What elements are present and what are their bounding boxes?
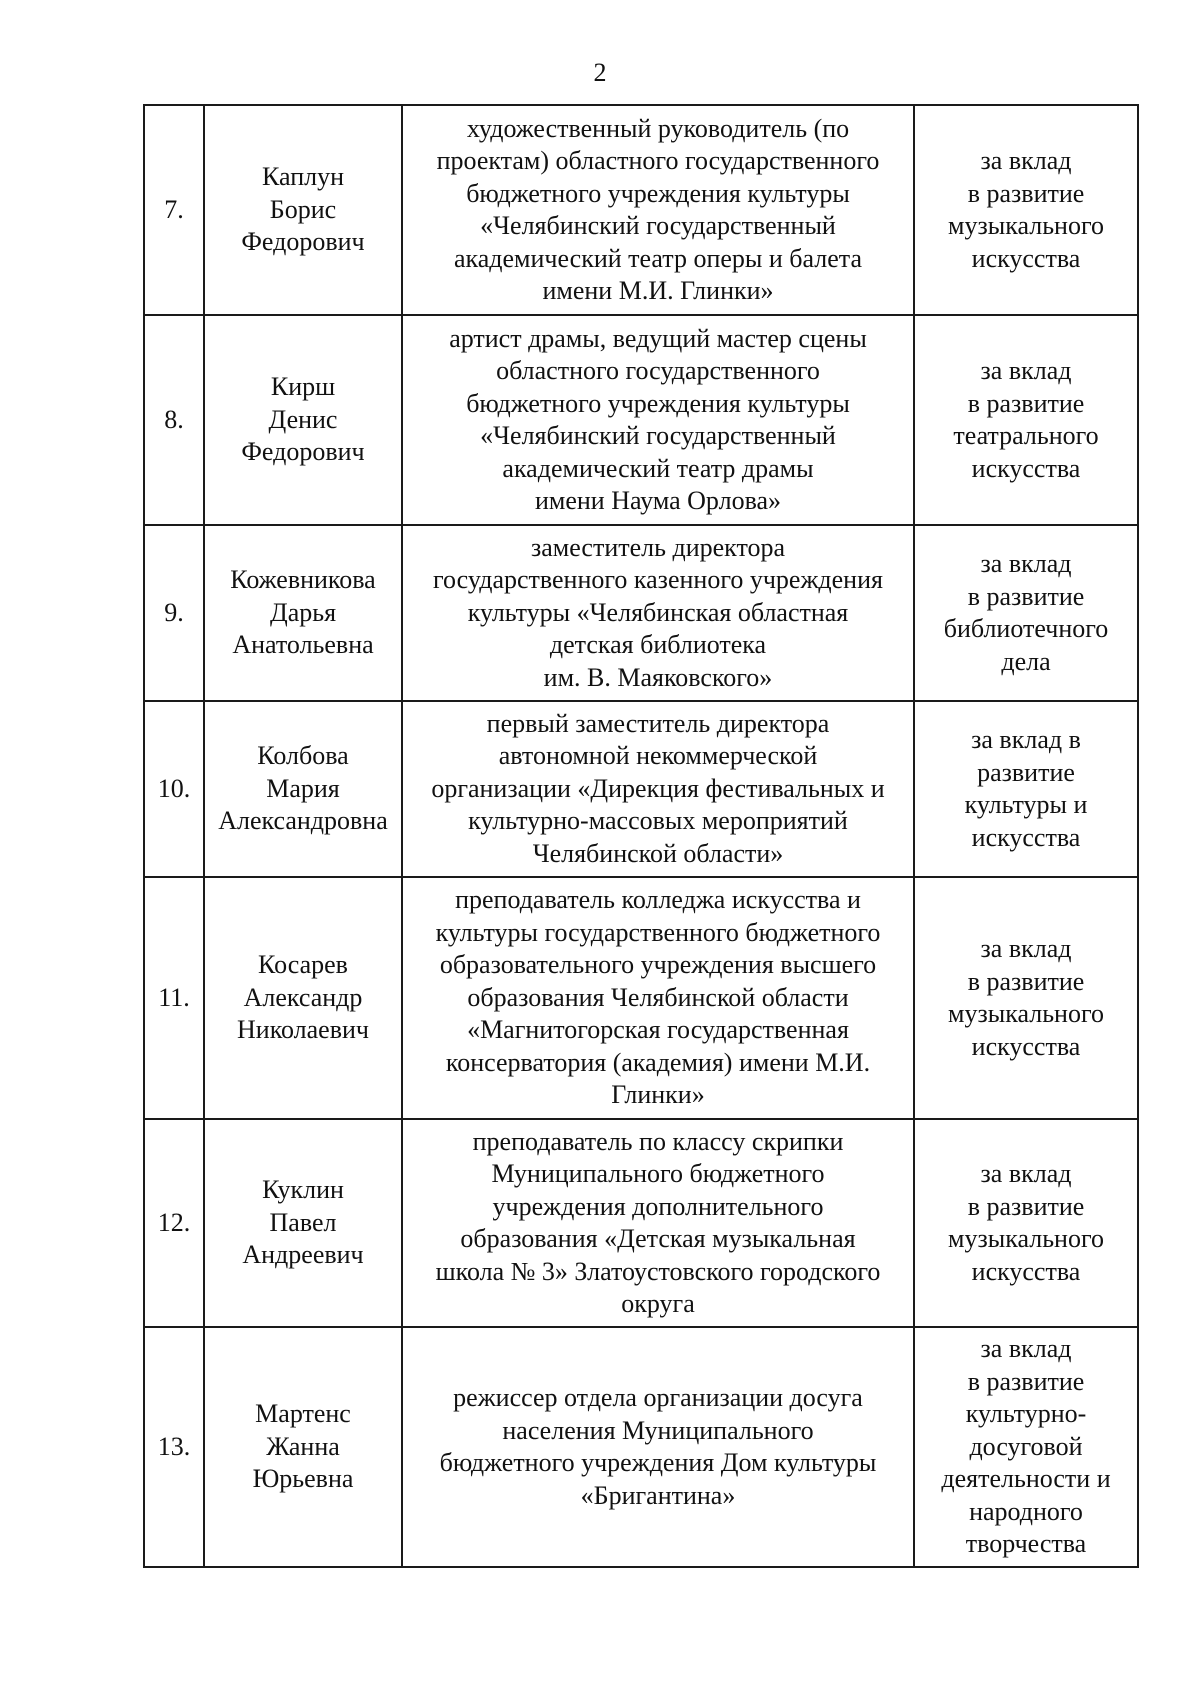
row-number: 12. [144,1119,204,1327]
awards-table [143,104,1139,1568]
person-position: режиссер отдела организации досуга населения Муниципального бюджетного учреждения Дом культуры «Бригантина» [402,1327,914,1567]
person-position: художественный руководитель (по проектам) областного государственного бюджетного учреждения культуры «Челябинский государственный академический театр оперы и балета имени М.И. Глинки» [402,105,914,315]
award-reason: за вклад в развитие библиотечного дела [914,525,1138,701]
award-reason: за вклад в развитие музыкального искусства [914,105,1138,315]
row-number: 8. [144,315,204,525]
row-number: 10. [144,701,204,877]
row-number: 7. [144,105,204,315]
person-name: Куклин Павел Андреевич [204,1119,402,1327]
table-row [144,877,1138,1119]
award-reason: за вклад в развитие музыкального искусства [914,877,1138,1119]
person-position: артист драмы, ведущий мастер сцены областного государственного бюджетного учреждения культуры «Челябинский государственный академический театр драмы имени Наума Орлова» [402,315,914,525]
person-name: Кирш Денис Федорович [204,315,402,525]
person-name: Каплун Борис Федорович [204,105,402,315]
person-name: Косарев Александр Николаевич [204,877,402,1119]
award-reason: за вклад в развитие культуры и искусства [914,701,1138,877]
person-position: преподаватель по классу скрипки Муниципального бюджетного учреждения дополнительного образования «Детская музыкальная школа № 3» Златоустовского городского округа [402,1119,914,1327]
table-row [144,525,1138,701]
table-row [144,315,1138,525]
row-number: 11. [144,877,204,1119]
person-position: первый заместитель директора автономной некоммерческой организации «Дирекция фестивальных и культурно-массовых мероприятий Челябинской области» [402,701,914,877]
award-reason: за вклад в развитие театрального искусства [914,315,1138,525]
page-number: 2 [593,58,607,87]
row-number: 9. [144,525,204,701]
table-row [144,105,1138,315]
person-position: преподаватель колледжа искусства и культуры государственного бюджетного образовательного учреждения высшего образования Челябинской области «Магнитогорская государственная консерватория (академия) имени М.И. Глинки» [402,877,914,1119]
award-reason: за вклад в развитие культурно- досуговой деятельности и народного творчества [914,1327,1138,1567]
person-name: Колбова Мария Александровна [204,701,402,877]
person-position: заместитель директора государственного казенного учреждения культуры «Челябинская областная детская библиотека им. В. Маяковского» [402,525,914,701]
person-name: Кожевникова Дарья Анатольевна [204,525,402,701]
table-row [144,1327,1138,1567]
person-name: Мартенс Жанна Юрьевна [204,1327,402,1567]
table-row [144,701,1138,877]
row-number: 13. [144,1327,204,1567]
table-row [144,1119,1138,1327]
award-reason: за вклад в развитие музыкального искусства [914,1119,1138,1327]
